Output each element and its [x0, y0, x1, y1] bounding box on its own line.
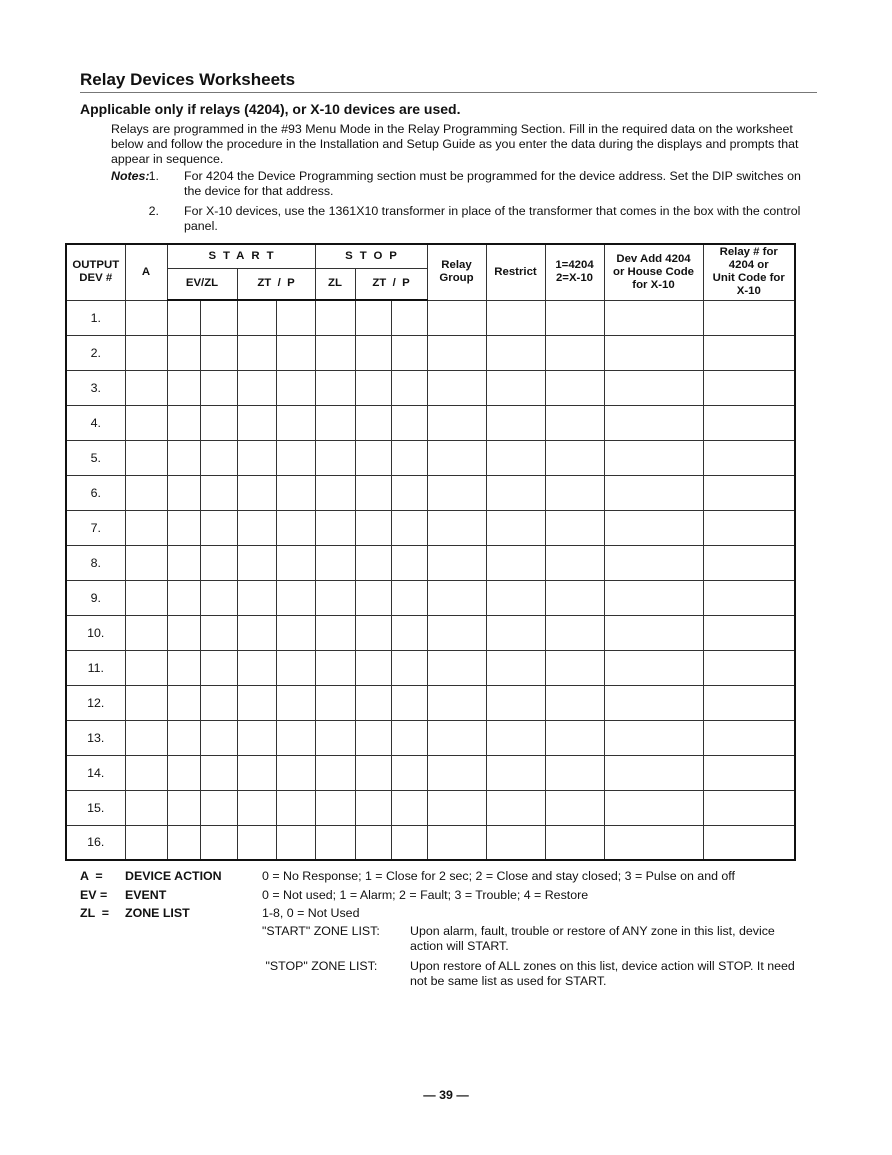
entry-cell[interactable]: [125, 475, 167, 510]
entry-cell[interactable]: [703, 685, 795, 720]
row-label: 16.: [66, 825, 125, 860]
entry-cell[interactable]: [391, 370, 427, 405]
entry-cell[interactable]: [604, 825, 703, 860]
entry-cell[interactable]: [604, 615, 703, 650]
entry-cell[interactable]: [276, 370, 315, 405]
entry-cell[interactable]: [167, 615, 200, 650]
entry-cell[interactable]: [125, 650, 167, 685]
entry-cell[interactable]: [604, 650, 703, 685]
entry-cell[interactable]: [276, 825, 315, 860]
row-label: 3.: [66, 370, 125, 405]
entry-cell[interactable]: [276, 475, 315, 510]
zone-list-desc: Upon restore of ALL zones on this list, device action will STOP. It need not be same list as used for START.: [410, 959, 795, 988]
entry-cell[interactable]: [703, 790, 795, 825]
entry-cell[interactable]: [237, 720, 276, 755]
entry-cell[interactable]: [545, 615, 604, 650]
entry-cell[interactable]: [545, 370, 604, 405]
header-line: OUTPUT: [72, 259, 120, 272]
row-label: 14.: [66, 755, 125, 790]
entry-cell[interactable]: [315, 440, 355, 475]
entry-cell[interactable]: [703, 405, 795, 440]
entry-cell[interactable]: [167, 475, 200, 510]
entry-cell[interactable]: [276, 755, 315, 790]
intro-paragraph: Relays are programmed in the #93 Menu Mode in the Relay Programming Section. Fill in the required data on the worksheet below and follow the procedure in the Installation and Setup Guide as you enter the data during the displays and prompts that appear in sequence.: [111, 122, 799, 166]
entry-cell[interactable]: [276, 580, 315, 615]
entry-cell[interactable]: [355, 615, 391, 650]
entry-cell[interactable]: [355, 545, 391, 580]
entry-cell[interactable]: [703, 825, 795, 860]
legend-desc: 0 = Not used; 1 = Alarm; 2 = Fault; 3 = Trouble; 4 = Restore: [262, 888, 589, 902]
entry-cell[interactable]: [276, 615, 315, 650]
entry-cell[interactable]: [200, 720, 237, 755]
entry-cell[interactable]: [237, 825, 276, 860]
entry-cell[interactable]: [427, 335, 486, 370]
entry-cell[interactable]: [237, 580, 276, 615]
entry-cell[interactable]: [486, 475, 545, 510]
legend-row: [80, 888, 820, 903]
entry-cell[interactable]: [167, 370, 200, 405]
row-label: 6.: [66, 475, 125, 510]
entry-cell[interactable]: [703, 335, 795, 370]
entry-cell[interactable]: [604, 440, 703, 475]
entry-cell[interactable]: [355, 720, 391, 755]
entry-cell[interactable]: [545, 545, 604, 580]
entry-cell[interactable]: [167, 545, 200, 580]
header-restrict: Restrict: [486, 244, 545, 300]
table-row: [66, 615, 795, 650]
entry-cell[interactable]: [167, 440, 200, 475]
table-row: [66, 545, 795, 580]
entry-cell[interactable]: [125, 300, 167, 335]
entry-cell[interactable]: [391, 580, 427, 615]
entry-cell[interactable]: [391, 300, 427, 335]
table-row: [66, 685, 795, 720]
note-number: 2.: [148, 204, 159, 218]
entry-cell[interactable]: [703, 510, 795, 545]
entry-cell[interactable]: [355, 755, 391, 790]
entry-cell[interactable]: [200, 440, 237, 475]
entry-cell[interactable]: [604, 370, 703, 405]
legend-term: ZONE LIST: [125, 906, 190, 920]
header-device-type: [545, 244, 604, 300]
entry-cell[interactable]: [427, 685, 486, 720]
header-stop-zl: ZL: [315, 268, 355, 300]
table-row: [66, 755, 795, 790]
entry-cell[interactable]: [427, 405, 486, 440]
entry-cell[interactable]: [391, 335, 427, 370]
entry-cell[interactable]: [355, 440, 391, 475]
entry-cell[interactable]: [703, 300, 795, 335]
entry-cell[interactable]: [391, 510, 427, 545]
legend-term: EVENT: [125, 888, 167, 902]
entry-cell[interactable]: [703, 370, 795, 405]
entry-cell[interactable]: [604, 685, 703, 720]
entry-cell[interactable]: [237, 510, 276, 545]
entry-cell[interactable]: [545, 685, 604, 720]
entry-cell[interactable]: [276, 685, 315, 720]
entry-cell[interactable]: [391, 615, 427, 650]
section-subheading: Applicable only if relays (4204), or X-10 devices are used.: [80, 101, 461, 117]
table-row: [66, 405, 795, 440]
entry-cell[interactable]: [167, 580, 200, 615]
entry-cell[interactable]: [604, 755, 703, 790]
entry-cell[interactable]: [427, 825, 486, 860]
zone-list-label: "STOP" ZONE LIST:: [262, 959, 378, 973]
entry-cell[interactable]: [355, 685, 391, 720]
entry-cell[interactable]: [315, 720, 355, 755]
header-line: for X-10: [632, 278, 675, 291]
entry-cell[interactable]: [315, 615, 355, 650]
entry-cell[interactable]: [355, 335, 391, 370]
note-number: 1.: [148, 169, 159, 183]
entry-cell[interactable]: [315, 790, 355, 825]
entry-cell[interactable]: [355, 580, 391, 615]
header-line: X-10: [736, 285, 761, 298]
table-row: [66, 475, 795, 510]
entry-cell[interactable]: [427, 440, 486, 475]
note-text: For X-10 devices, use the 1361X10 transformer in place of the transformer that comes in the box with the control panel.: [184, 204, 801, 233]
header-line: or House Code: [612, 265, 694, 278]
entry-cell[interactable]: [545, 825, 604, 860]
entry-cell[interactable]: [703, 720, 795, 755]
table-row: [66, 650, 795, 685]
header-line: Unit Code for: [712, 272, 785, 285]
entry-cell[interactable]: [427, 650, 486, 685]
entry-cell[interactable]: [703, 475, 795, 510]
entry-cell[interactable]: [604, 335, 703, 370]
entry-cell[interactable]: [604, 720, 703, 755]
entry-cell[interactable]: [545, 755, 604, 790]
header-line: Group: [439, 272, 474, 285]
entry-cell[interactable]: [167, 405, 200, 440]
entry-cell[interactable]: [427, 475, 486, 510]
entry-cell[interactable]: [486, 720, 545, 755]
entry-cell[interactable]: [545, 405, 604, 440]
header-line: Dev Add 4204: [616, 252, 691, 265]
entry-cell[interactable]: [237, 790, 276, 825]
entry-cell[interactable]: [200, 335, 237, 370]
entry-cell[interactable]: [125, 545, 167, 580]
zone-list-desc: Upon alarm, fault, trouble or restore of ANY zone in this list, device action will START.: [410, 924, 775, 953]
row-label: 9.: [66, 580, 125, 615]
entry-cell[interactable]: [486, 335, 545, 370]
entry-cell[interactable]: [486, 580, 545, 615]
legend-abbr: EV =: [80, 888, 108, 902]
entry-cell[interactable]: [315, 545, 355, 580]
entry-cell[interactable]: [125, 440, 167, 475]
entry-cell[interactable]: [315, 300, 355, 335]
entry-cell[interactable]: [391, 720, 427, 755]
entry-cell[interactable]: [200, 300, 237, 335]
entry-cell[interactable]: [237, 685, 276, 720]
legend-row: [80, 869, 820, 884]
entry-cell[interactable]: [703, 650, 795, 685]
entry-cell[interactable]: [315, 580, 355, 615]
entry-cell[interactable]: [604, 545, 703, 580]
entry-cell[interactable]: [125, 405, 167, 440]
row-label: 12.: [66, 685, 125, 720]
header-start-zt-p: ZT / P: [237, 268, 315, 300]
page-number: — 39 —: [423, 1088, 469, 1102]
entry-cell[interactable]: [427, 300, 486, 335]
entry-cell[interactable]: [486, 650, 545, 685]
entry-cell[interactable]: [391, 475, 427, 510]
entry-cell[interactable]: [200, 755, 237, 790]
entry-cell[interactable]: [167, 755, 200, 790]
entry-cell[interactable]: [355, 510, 391, 545]
entry-cell[interactable]: [315, 825, 355, 860]
row-label: 11.: [66, 650, 125, 685]
entry-cell[interactable]: [237, 615, 276, 650]
entry-cell[interactable]: [237, 755, 276, 790]
entry-cell[interactable]: [427, 720, 486, 755]
table-row: [66, 720, 795, 755]
entry-cell[interactable]: [315, 335, 355, 370]
entry-cell[interactable]: [486, 440, 545, 475]
row-label: 15.: [66, 790, 125, 825]
entry-cell[interactable]: [125, 790, 167, 825]
entry-cell[interactable]: [125, 370, 167, 405]
row-label: 7.: [66, 510, 125, 545]
note-text: For 4204 the Device Programming section must be programmed for the device address. Set the DIP switches on the device for that address.: [184, 169, 801, 198]
entry-cell[interactable]: [604, 475, 703, 510]
entry-cell[interactable]: [355, 650, 391, 685]
legend-term: DEVICE ACTION: [125, 869, 222, 883]
entry-cell[interactable]: [486, 790, 545, 825]
header-relay-number: [703, 244, 795, 300]
entry-cell[interactable]: [200, 580, 237, 615]
entry-cell[interactable]: [604, 405, 703, 440]
entry-cell[interactable]: [486, 685, 545, 720]
zone-list-label: "START" ZONE LIST:: [262, 924, 380, 938]
entry-cell[interactable]: [427, 580, 486, 615]
entry-cell[interactable]: [545, 440, 604, 475]
entry-cell[interactable]: [276, 300, 315, 335]
entry-cell[interactable]: [355, 370, 391, 405]
entry-cell[interactable]: [486, 405, 545, 440]
entry-cell[interactable]: [545, 335, 604, 370]
header-line: Relay # for: [719, 246, 778, 259]
relay-worksheet-table: [65, 243, 796, 861]
entry-cell[interactable]: [315, 475, 355, 510]
entry-cell[interactable]: [604, 300, 703, 335]
entry-cell[interactable]: [391, 405, 427, 440]
entry-cell[interactable]: [703, 545, 795, 580]
entry-cell[interactable]: [391, 440, 427, 475]
entry-cell[interactable]: [167, 335, 200, 370]
entry-cell[interactable]: [427, 510, 486, 545]
entry-cell[interactable]: [604, 580, 703, 615]
entry-cell[interactable]: [545, 510, 604, 545]
legend-abbr: ZL =: [80, 906, 110, 920]
entry-cell[interactable]: [200, 475, 237, 510]
header-line: 4204 or: [728, 259, 769, 272]
entry-cell[interactable]: [391, 755, 427, 790]
entry-cell[interactable]: [200, 370, 237, 405]
entry-cell[interactable]: [355, 790, 391, 825]
zone-list-row: [80, 959, 820, 991]
entry-cell[interactable]: [355, 405, 391, 440]
entry-cell[interactable]: [604, 510, 703, 545]
zone-list-row: [80, 924, 820, 956]
entry-cell[interactable]: [427, 755, 486, 790]
header-stop: STOP: [315, 244, 427, 268]
entry-cell[interactable]: [486, 300, 545, 335]
entry-cell[interactable]: [167, 825, 200, 860]
legend-desc: 1-8, 0 = Not Used: [262, 906, 360, 920]
entry-cell[interactable]: [200, 650, 237, 685]
entry-cell[interactable]: [703, 440, 795, 475]
row-label: 1.: [66, 300, 125, 335]
entry-cell[interactable]: [276, 650, 315, 685]
table-row: [66, 510, 795, 545]
entry-cell[interactable]: [391, 825, 427, 860]
entry-cell[interactable]: [237, 545, 276, 580]
entry-cell[interactable]: [125, 825, 167, 860]
entry-cell[interactable]: [391, 545, 427, 580]
entry-cell[interactable]: [276, 335, 315, 370]
entry-cell[interactable]: [391, 790, 427, 825]
table-row: [66, 335, 795, 370]
entry-cell[interactable]: [237, 370, 276, 405]
entry-cell[interactable]: [703, 580, 795, 615]
entry-cell[interactable]: [545, 580, 604, 615]
entry-cell[interactable]: [315, 755, 355, 790]
entry-cell[interactable]: [355, 475, 391, 510]
entry-cell[interactable]: [167, 685, 200, 720]
entry-cell[interactable]: [545, 650, 604, 685]
entry-cell[interactable]: [315, 685, 355, 720]
entry-cell[interactable]: [545, 720, 604, 755]
entry-cell[interactable]: [703, 755, 795, 790]
header-line: DEV #: [79, 272, 113, 285]
entry-cell[interactable]: [315, 405, 355, 440]
header-output-dev: [66, 244, 125, 300]
table-row: [66, 825, 795, 860]
table-row: [66, 580, 795, 615]
legend-row: [80, 906, 820, 921]
header-line: 2=X-10: [555, 272, 594, 285]
entry-cell[interactable]: [276, 440, 315, 475]
entry-cell[interactable]: [237, 335, 276, 370]
entry-cell[interactable]: [276, 545, 315, 580]
entry-cell[interactable]: [125, 335, 167, 370]
entry-cell[interactable]: [167, 510, 200, 545]
entry-cell[interactable]: [315, 370, 355, 405]
table-row: [66, 790, 795, 825]
entry-cell[interactable]: [125, 510, 167, 545]
legend-abbr: A =: [80, 869, 103, 883]
header-stop-zt-p: ZT / P: [355, 268, 427, 300]
entry-cell[interactable]: [237, 650, 276, 685]
entry-cell[interactable]: [200, 790, 237, 825]
entry-cell[interactable]: [486, 615, 545, 650]
notes-label: Notes:: [111, 169, 150, 183]
entry-cell[interactable]: [200, 405, 237, 440]
table-row: [66, 300, 795, 335]
entry-cell[interactable]: [167, 790, 200, 825]
entry-cell[interactable]: [545, 790, 604, 825]
row-label: 13.: [66, 720, 125, 755]
header-device-action: A: [125, 244, 167, 300]
legend-desc: 0 = No Response; 1 = Close for 2 sec; 2 = Close and stay closed; 3 = Pulse on and off: [262, 869, 735, 883]
header-ev-zl: EV/ZL: [167, 268, 237, 300]
entry-cell[interactable]: [200, 685, 237, 720]
title-divider: [80, 92, 817, 93]
entry-cell[interactable]: [125, 580, 167, 615]
row-label: 5.: [66, 440, 125, 475]
row-label: 4.: [66, 405, 125, 440]
entry-cell[interactable]: [200, 825, 237, 860]
entry-cell[interactable]: [486, 825, 545, 860]
entry-cell[interactable]: [276, 405, 315, 440]
entry-cell[interactable]: [604, 790, 703, 825]
table-row: [66, 370, 795, 405]
entry-cell[interactable]: [427, 370, 486, 405]
entry-cell[interactable]: [276, 510, 315, 545]
entry-cell[interactable]: [545, 300, 604, 335]
entry-cell[interactable]: [486, 545, 545, 580]
header-start: START: [167, 244, 315, 268]
entry-cell[interactable]: [237, 300, 276, 335]
entry-cell[interactable]: [237, 405, 276, 440]
entry-cell[interactable]: [237, 440, 276, 475]
row-label: 8.: [66, 545, 125, 580]
entry-cell[interactable]: [486, 510, 545, 545]
entry-cell[interactable]: [237, 475, 276, 510]
header-dev-add: [604, 244, 703, 300]
entry-cell[interactable]: [200, 545, 237, 580]
entry-cell[interactable]: [200, 510, 237, 545]
entry-cell[interactable]: [200, 615, 237, 650]
entry-cell[interactable]: [427, 545, 486, 580]
entry-cell[interactable]: [703, 615, 795, 650]
entry-cell[interactable]: [276, 790, 315, 825]
page-title: Relay Devices Worksheets: [80, 70, 296, 89]
entry-cell[interactable]: [276, 720, 315, 755]
entry-cell[interactable]: [167, 300, 200, 335]
entry-cell[interactable]: [391, 685, 427, 720]
entry-cell[interactable]: [486, 370, 545, 405]
row-label: 2.: [66, 335, 125, 370]
entry-cell[interactable]: [545, 475, 604, 510]
entry-cell[interactable]: [125, 720, 167, 755]
row-label: 10.: [66, 615, 125, 650]
entry-cell[interactable]: [125, 685, 167, 720]
entry-cell[interactable]: [427, 790, 486, 825]
entry-cell[interactable]: [486, 755, 545, 790]
entry-cell[interactable]: [355, 300, 391, 335]
entry-cell[interactable]: [391, 650, 427, 685]
header-line: 1=4204: [555, 259, 594, 272]
header-line: Relay: [441, 259, 472, 272]
entry-cell[interactable]: [167, 650, 200, 685]
entry-cell[interactable]: [427, 615, 486, 650]
entry-cell[interactable]: [167, 720, 200, 755]
header-relay-group: [427, 244, 486, 300]
entry-cell[interactable]: [125, 615, 167, 650]
entry-cell[interactable]: [355, 825, 391, 860]
table-row: [66, 440, 795, 475]
entry-cell[interactable]: [315, 510, 355, 545]
entry-cell[interactable]: [315, 650, 355, 685]
entry-cell[interactable]: [125, 755, 167, 790]
